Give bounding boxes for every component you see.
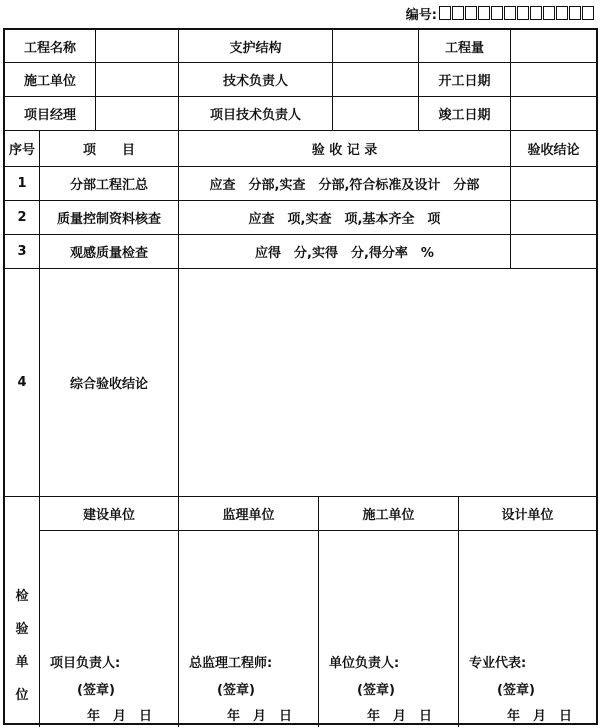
row-item: 观感质量检查 bbox=[69, 246, 148, 261]
acceptance-form bbox=[3, 28, 598, 725]
document-number-box[interactable] bbox=[439, 6, 451, 20]
project-manager-label: 项目经理 bbox=[23, 108, 76, 123]
start-date-field[interactable] bbox=[511, 63, 596, 96]
quantity-label: 工程量 bbox=[444, 40, 484, 56]
document-number-box[interactable] bbox=[543, 6, 555, 20]
document-number-box[interactable] bbox=[569, 6, 581, 20]
supervision-date[interactable]: 年 月 日 bbox=[227, 709, 293, 724]
row-record: 应查 分部,实查 分部,符合标准及设计 分部 bbox=[209, 178, 480, 193]
document-number-box[interactable] bbox=[517, 6, 529, 20]
support-structure-label: 支护结构 bbox=[229, 40, 282, 56]
row-item: 质量控制资料核查 bbox=[56, 212, 161, 227]
document-number-box[interactable] bbox=[478, 6, 490, 20]
inspection-label-char: 单 bbox=[15, 655, 29, 670]
document-number-box[interactable] bbox=[452, 6, 464, 20]
column-header-item: 项 目 bbox=[82, 143, 135, 158]
row-seq: 3 bbox=[17, 244, 27, 259]
owner-seal[interactable]: (签章) bbox=[77, 683, 115, 698]
row-item: 综合验收结论 bbox=[69, 377, 148, 392]
inspection-label-char: 验 bbox=[15, 622, 29, 637]
row-seq: 1 bbox=[17, 176, 27, 191]
support-structure-field[interactable] bbox=[333, 30, 418, 62]
owner-unit-title: 建设单位 bbox=[82, 508, 135, 523]
project-name-label: 工程名称 bbox=[23, 40, 76, 56]
construction-unit-label: 施工单位 bbox=[23, 74, 76, 89]
project-technical-lead-label: 项目技术负责人 bbox=[209, 108, 301, 123]
row-record: 应得 分,实得 分,得分率 % bbox=[255, 246, 434, 261]
overall-conclusion-field[interactable] bbox=[179, 269, 596, 496]
row-record: 应查 项,实查 项,基本齐全 项 bbox=[248, 212, 441, 227]
document-number bbox=[406, 2, 594, 24]
start-date-label: 开工日期 bbox=[438, 74, 491, 89]
document-number-box[interactable] bbox=[556, 6, 568, 20]
owner-signer-role: 项目负责人: bbox=[50, 656, 121, 671]
column-header-conclusion: 验收结论 bbox=[527, 143, 580, 158]
inspection-label-char: 检 bbox=[15, 589, 29, 604]
construction-signer-role: 单位负责人: bbox=[329, 656, 400, 671]
row-seq: 4 bbox=[17, 375, 27, 390]
document-number-box[interactable] bbox=[582, 6, 594, 20]
supervision-unit-title: 监理单位 bbox=[222, 508, 275, 523]
document-number-label: 编号: bbox=[405, 7, 437, 23]
row-seq: 2 bbox=[17, 210, 27, 225]
row-conclusion-field[interactable] bbox=[511, 167, 596, 200]
design-date[interactable]: 年 月 日 bbox=[507, 709, 573, 724]
quantity-field[interactable] bbox=[511, 30, 596, 62]
design-signer-role: 专业代表: bbox=[469, 656, 527, 671]
design-seal[interactable]: (签章) bbox=[497, 683, 535, 698]
row-item: 分部工程汇总 bbox=[69, 178, 148, 193]
document-number-boxes[interactable] bbox=[439, 6, 594, 20]
owner-date[interactable]: 年 月 日 bbox=[87, 709, 153, 724]
document-number-box[interactable] bbox=[491, 6, 503, 20]
column-header-seq: 序号 bbox=[8, 143, 35, 158]
document-number-box[interactable] bbox=[465, 6, 477, 20]
row-conclusion-field[interactable] bbox=[511, 201, 596, 234]
technical-lead-label: 技术负责人 bbox=[222, 74, 288, 89]
technical-lead-field[interactable] bbox=[333, 63, 418, 96]
project-manager-field[interactable] bbox=[96, 97, 178, 130]
construction-seal[interactable]: (签章) bbox=[357, 683, 395, 698]
completion-date-field[interactable] bbox=[511, 97, 596, 130]
inspection-label-char: 位 bbox=[15, 688, 29, 703]
supervision-seal[interactable]: (签章) bbox=[217, 683, 255, 698]
column-header-record: 验 收 记 录 bbox=[311, 143, 378, 158]
project-technical-lead-field[interactable] bbox=[333, 97, 418, 130]
document-number-box[interactable] bbox=[530, 6, 542, 20]
project-name-field[interactable] bbox=[96, 30, 178, 62]
design-unit-title: 设计单位 bbox=[501, 508, 554, 523]
construction-unit-field[interactable] bbox=[96, 63, 178, 96]
construction-date[interactable]: 年 月 日 bbox=[367, 709, 433, 724]
inspection-units-label bbox=[11, 585, 33, 703]
supervision-signer-role: 总监理工程师: bbox=[189, 656, 273, 671]
construction-unit-title: 施工单位 bbox=[362, 508, 415, 523]
completion-date-label: 竣工日期 bbox=[438, 108, 491, 123]
document-number-box[interactable] bbox=[504, 6, 516, 20]
row-conclusion-field[interactable] bbox=[511, 235, 596, 268]
